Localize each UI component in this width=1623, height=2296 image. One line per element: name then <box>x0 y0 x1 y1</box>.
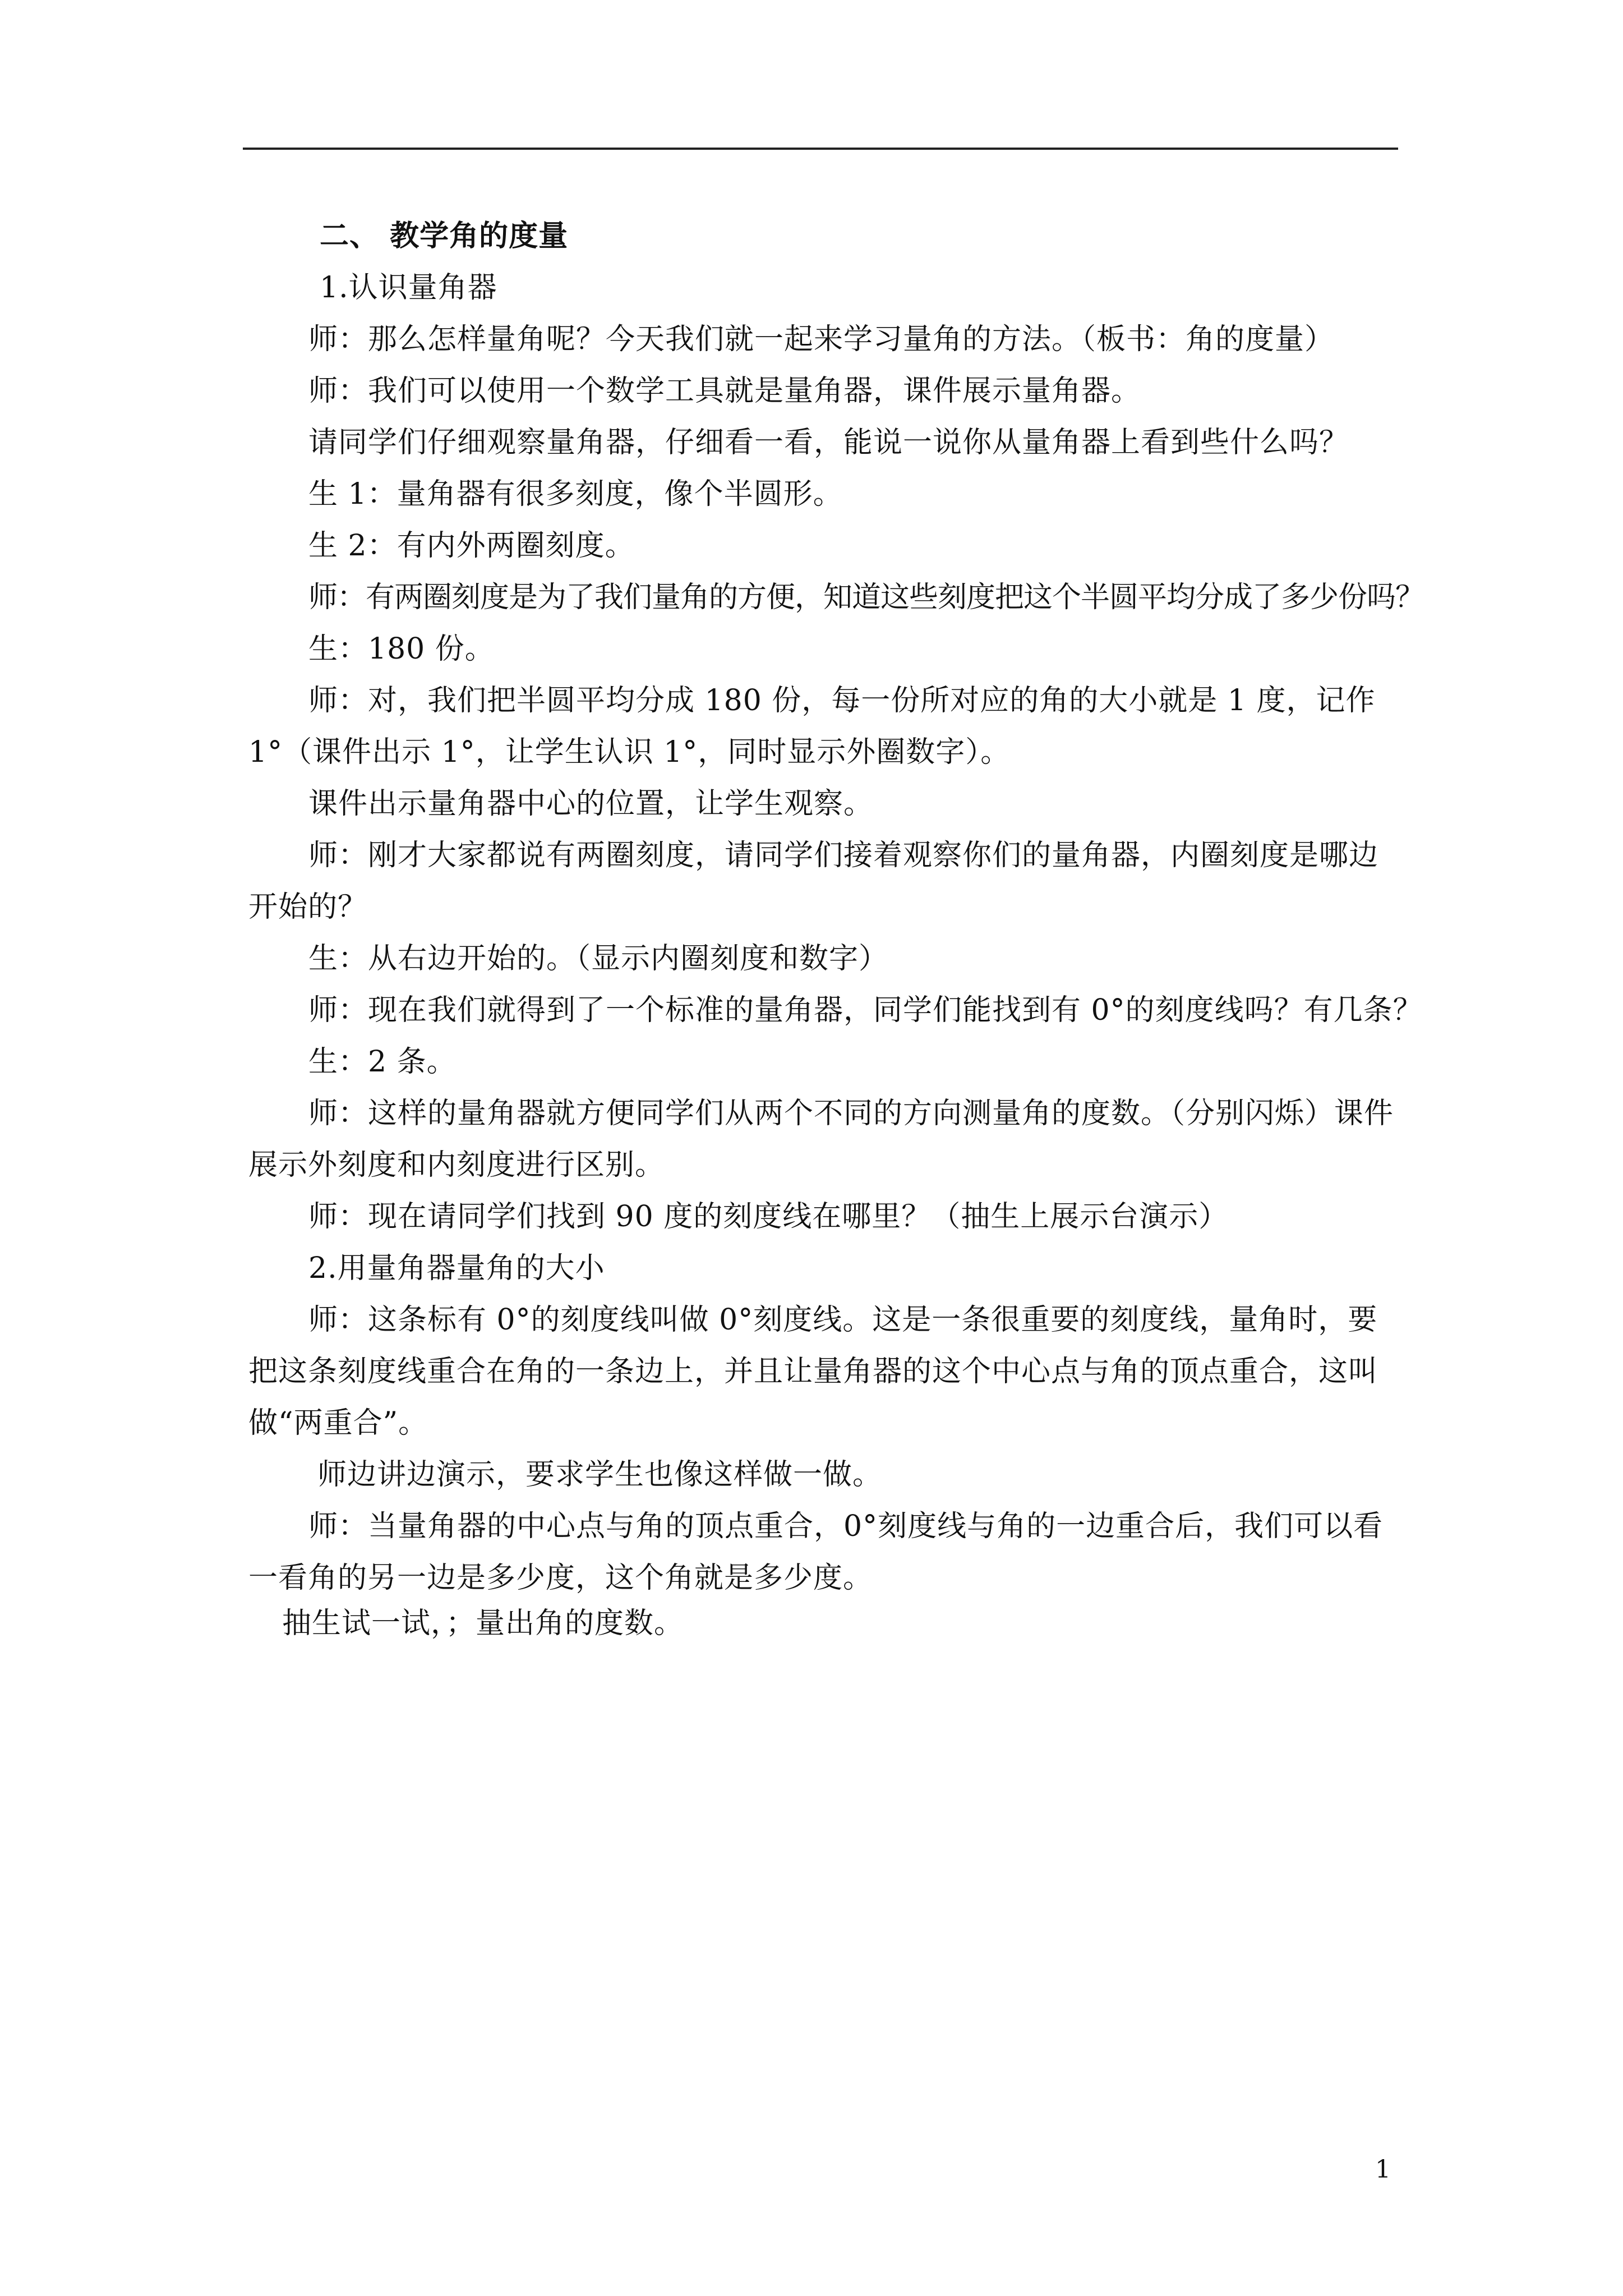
paragraph: 师边讲边演示，要求学生也像这样做一做。 <box>317 1458 883 1492</box>
paragraph: 抽生试一试，；量出角的度数。 <box>282 1607 684 1640</box>
paragraph: 生：180 份。 <box>308 632 495 666</box>
paragraph: 师：我们可以使用一个数学工具就是量角器，课件展示量角器。 <box>308 374 1141 408</box>
paragraph: 生：2 条。 <box>308 1045 457 1079</box>
paragraph: 请同学们仔细观察量角器，仔细看一看，能说一说你从量角器上看到些什么吗？ <box>308 426 1349 459</box>
paragraph: 师：这条标有 0°的刻度线叫做 0°刻度线。这是一条很重要的刻度线，量角时，要把这条刻度线重合在角的一条边上，并且让量角器的这个中心点与角的顶点重合，这叫做“两重合”。 <box>248 1303 1378 1440</box>
paragraph: 课件出示量角器中心的位置，让学生观察。 <box>308 787 874 821</box>
paragraph: 师：这样的量角器就方便同学们从两个不同的方向测量角的度数。（分别闪烁）课件展示外刻度和内刻度进行区别。 <box>248 1097 1394 1182</box>
paragraph: 师：现在请同学们找到 90 度的刻度线在哪里？（抽生上展示台演示） <box>308 1200 1229 1234</box>
paragraph: 生 1：量角器有很多刻度，像个半圆形。 <box>308 477 843 511</box>
paragraph: 2.用量角器量角的大小 <box>308 1251 605 1285</box>
paragraph: 师：当量角器的中心点与角的顶点重合，0°刻度线与角的一边重合后，我们可以看一看角的另一边是多少度，这个角就是多少度。 <box>248 1510 1384 1595</box>
paragraph: 师：有两圈刻度是为了我们量角的方便，知道这些刻度把这个半圆平均分成了多少份吗？ <box>308 581 1424 614</box>
paragraph: 师：对，我们把半圆平均分成 180 份，每一份所对应的角的大小就是 1 度，记作 1°（课件出示 1°，让学生认识 1°，同时显示外圈数字）。 <box>248 684 1376 769</box>
paragraph: 师：那么怎样量角呢？今天我们就一起来学习量角的方法。（板书：角的度量） <box>308 323 1335 356</box>
document-body <box>248 210 1424 1643</box>
section-heading: 二、 教学角的度量 <box>320 219 569 253</box>
paragraph: 生 2：有内外两圈刻度。 <box>308 529 635 563</box>
paragraph: 师：刚才大家都说有两圈刻度，请同学们接着观察你们的量角器，内圈刻度是哪边开始的？ <box>248 839 1379 924</box>
paragraph: 生：从右边开始的。（显示内圈刻度和数字） <box>308 942 889 976</box>
page-number: 1 <box>1375 2155 1391 2184</box>
header-rule <box>243 148 1398 150</box>
paragraph: 1.认识量角器 <box>320 271 497 305</box>
paragraph: 师：现在我们就得到了一个标准的量角器，同学们能找到有 0°的刻度线吗？有几条？ <box>308 993 1423 1027</box>
